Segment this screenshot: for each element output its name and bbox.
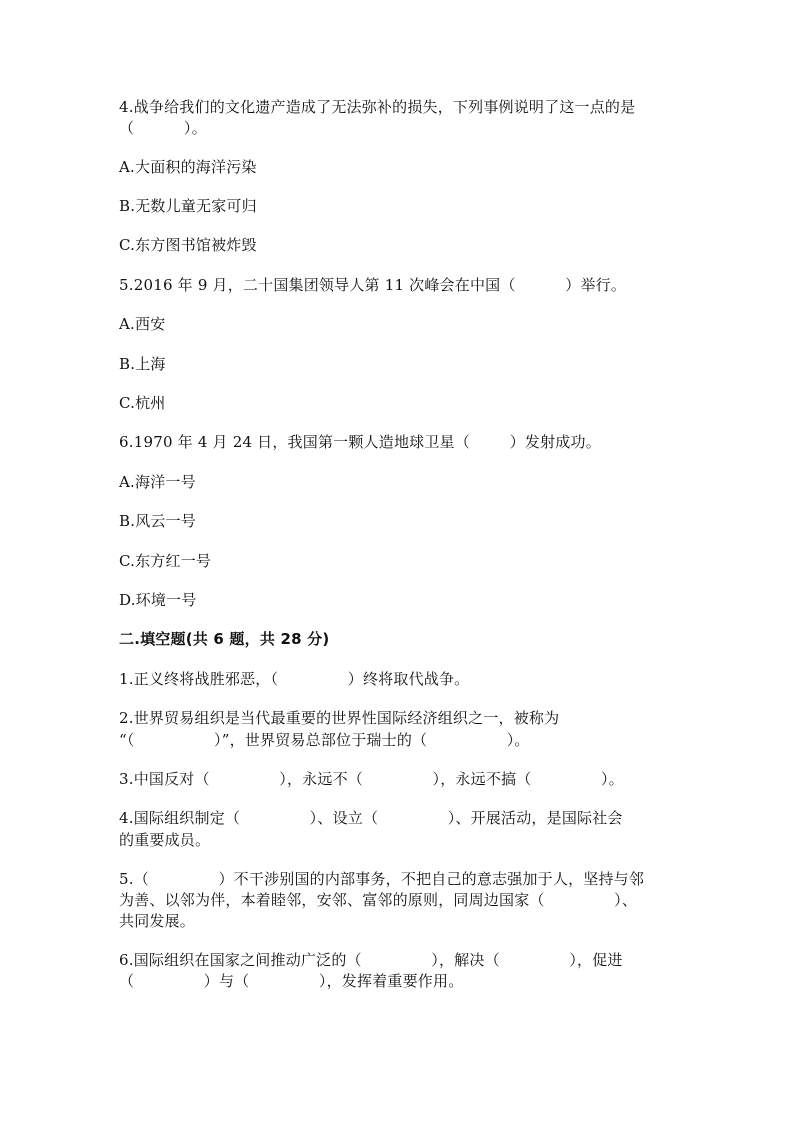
fill-item-6-line1: 6.国际组织在国家之间推动广泛的（ ），解决（ ），促进: [119, 951, 623, 969]
question-6-option-b: B.风云一号: [119, 512, 196, 530]
question-4-stem-line1: 4.战争给我们的文化遗产造成了无法弥补的损失，下列事例说明了这一点的是: [119, 98, 636, 116]
fill-item-3: 3.中国反对（ ），永远不（ ），永远不搞（ ）。: [119, 770, 624, 788]
fill-item-5-line1: 5.（ ）不干涉别国的内部事务，不把自己的意志强加于人，坚持与邻: [119, 870, 645, 888]
fill-item-2-line1: 2.世界贸易组织是当代最重要的世界性国际经济组织之一，被称为: [119, 709, 560, 727]
question-6-option-c: C.东方红一号: [119, 552, 212, 570]
fill-item-5-line2: 为善、以邻为伴，本着睦邻，安邻、富邻的原则，同周边国家（ ）、: [119, 891, 638, 909]
fill-item-4-line1: 4.国际组织制定（ ）、设立（ ）、开展活动，是国际社会: [119, 809, 623, 827]
question-5-stem: 5.2016 年 9 月，二十国集团领导人第 11 次峰会在中国（ ）举行。: [119, 276, 627, 294]
question-4-option-a: A.大面积的海洋污染: [119, 158, 257, 176]
fill-item-4-line2: 的重要成员。: [119, 831, 211, 849]
fill-item-1: 1.正义终将战胜邪恶，（ ）终将取代战争。: [119, 670, 470, 688]
question-5-option-b: B.上海: [119, 355, 166, 373]
question-6-option-d: D.环境一号: [119, 591, 197, 609]
fill-item-5-line3: 共同发展。: [119, 912, 196, 930]
question-6-option-a: A.海洋一号: [119, 473, 196, 491]
question-4-option-b: B.无数儿童无家可归: [119, 197, 257, 215]
question-4-stem-line2: （ ）。: [119, 119, 207, 137]
section-title-fill-in: 二.填空题(共 6 题，共 28 分): [119, 630, 330, 648]
question-4-option-c: C.东方图书馆被炸毁: [119, 236, 257, 254]
question-5-option-c: C.杭州: [119, 394, 166, 412]
fill-item-6-line2: （ ）与（ ），发挥着重要作用。: [119, 972, 464, 990]
question-5-option-a: A.西安: [119, 315, 166, 333]
fill-item-2-line2: “（ ）”，世界贸易总部位于瑞士的（ ）。: [119, 731, 530, 749]
question-6-stem: 6.1970 年 4 月 24 日，我国第一颗人造地球卫星（ ）发射成功。: [119, 433, 601, 451]
